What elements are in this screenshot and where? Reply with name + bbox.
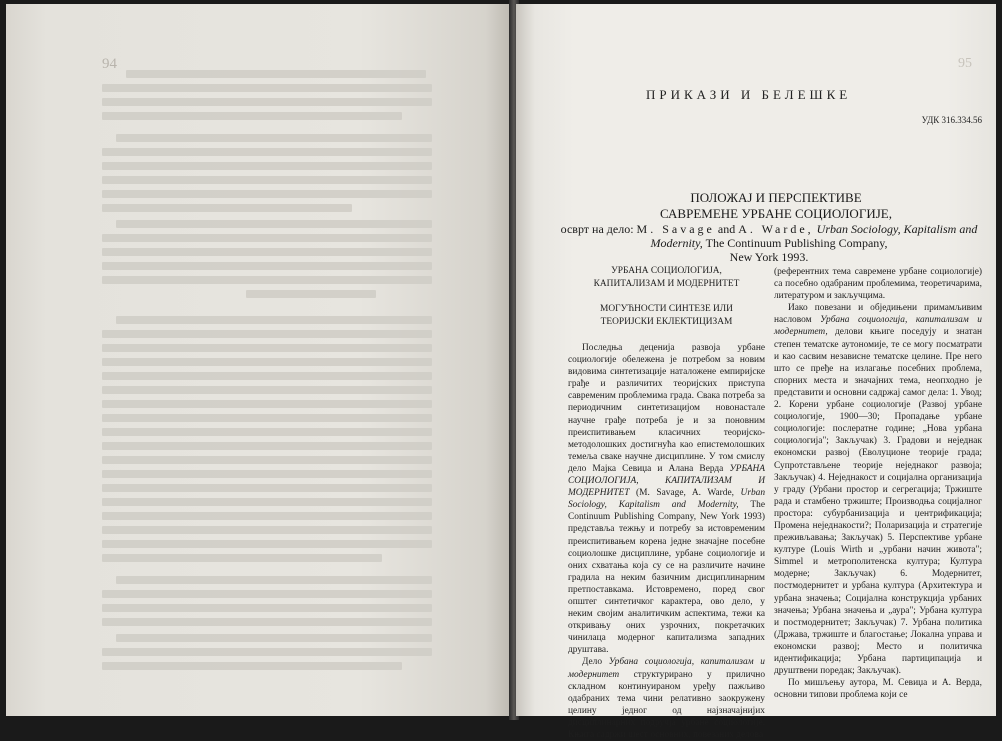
text-column-2 — [774, 266, 982, 701]
paragraph: Дело Урбана социологија, капитализам и модернитет структурирано у прилично складном континуираном уређу пажљиво одабраних тема чини релативно заокружену целину једног од најзначајнијих дисциплинарних подручја урбане социологије. Књига садржи шест основних, повезаних делова — [568, 657, 766, 740]
paragraph: По мишљењу аутора, M. Севиџа и А. Верда, основни типови проблема који се — [774, 678, 982, 701]
review-source — [556, 222, 982, 264]
article-title-line1: ПОЛОЖАЈ И ПЕРСПЕКТИВЕ — [690, 190, 862, 205]
paragraph: Иако повезани и обједињени примамљивим насловом Урбана социологија, капитализам и модернитет, делови књиге поседују и знатан степен тематске аутономије, те се могу посматрати и као сасвим независне тематске целине. Пре него што се пређе на излагање посебних проблема, спорних места и значајних тема, неопходно је представити и основни садржај самог дела: 1. Увод; 2. Корени урбане социологије (Развој урбане социологије, 1900—30; Пропадање урбане социологије: послератне године; „Нова урбана социологија"; Закључак) 3. Градови и неједнак економски развој (Еволуционе теорије града; Супротстављене теорије неједнаког развоја; Закључак) 4. Неједнакост и социјална организација у граду (Урбани простор и сегрегација; Тржиште рада и стамбено тржиште; Производња социјалног простора: субурбанизација и џентрификација; Промена неједнакости?; Поларизација и стратегије преживљавања; Закључак) 5. Перспективе урбане културе (Louis Wirth и „урбани начин живота"; Simmel и метрополитенска култура; Култура модерне; Закључак) 6. Модернитет, постмодернитет и урбана култура (Архитектура и урбана значења; Социјална конструкција урбаних значења; Урбана значења и „аура"; Урбана култура и постмодернитет; Закључак) 7. Урбана политика (Држава, тржиште и благостање; Локална управа и економски развој; Место и политичка идентификација; Урбана партиципација и друштвени поредак; Закључак). — [774, 303, 982, 677]
place-year: New York 1993. — [729, 250, 809, 264]
review-prefix: осврт на дело: — [560, 222, 634, 236]
right-page-number: 95 — [958, 56, 972, 71]
subheading-2-line1: МОГУЋНОСТИ СИНТЕЗЕ ИЛИ — [600, 304, 733, 314]
subheading-1-line1: УРБАНА СОЦИОЛОГИЈА, — [611, 266, 722, 276]
author-1: M. Savage — [636, 222, 715, 236]
author-2: A. Warde, — [738, 222, 814, 236]
subheading-1-line2: КАПИТАЛИЗАМ И МОДЕРНИТЕТ — [593, 279, 740, 289]
text-column-1 — [568, 266, 765, 741]
left-page-number: 94 — [102, 56, 117, 72]
publisher: The Continuum Publishing Company, — [705, 236, 888, 250]
left-page — [6, 4, 511, 716]
udk-code: УДК 316.334.56 — [921, 115, 982, 125]
subheading-2-line2: ТЕОРИЈСКИ ЕКЛЕКТИЦИЗАМ — [600, 317, 733, 327]
book-title: Urban Sociology, Kapitalism and Modernity, — [650, 222, 978, 250]
section-header: ПРИКАЗИ И БЕЛЕШКЕ — [646, 87, 852, 102]
paragraph: Последња деценија развоја урбане социологије обележена је потребом за новим видовима синтетизације наталожене емпиријске грађе и различитих теоријских приступа савременим проблемима града. Свака потреба за периодичним синтетизацијом новонастале научне грађе потреба је и за поновним преиспитивањем класичних теоријско-методолошких достигнућа као епистемолошких темеља сваке научне дисциплине. У том смислу дело Мајка Севиџа и Алана Верда УРБАНА СОЦИОЛОГИЈА, КАПИТАЛИЗАМ И МОДЕРНИТЕТ (M. Savage, A. Warde, Urban Sociology, Kapitalism and Modernity, The Continuum Publishing Company, New York 1993) представља тежњу и потребу за истовременим преиспитивањем корена једне значајне посебне социолошке дисциплине, урбане социологије и оних схватања која су се на различите начине градила на неким базичним дисциплинарним претпоставкама. Истовремено, поред свог општег синтетичког карактера, ово дело, у неким својим аналитичким аспектима, тежи ка откривању оних узрочних, покретачких чинилаца модерног капитализма западних друштава. — [568, 343, 766, 656]
right-page — [516, 4, 996, 740]
paragraph: (референтних тема савремене урбане социологије) са посебно одабраним проблемима, теоретичарима, литературом и закључцима. — [774, 267, 982, 302]
article-title-line2: САВРЕМЕНЕ УРБАНЕ СОЦИОЛОГИЈЕ, — [660, 206, 892, 221]
and-word: and — [717, 222, 736, 236]
